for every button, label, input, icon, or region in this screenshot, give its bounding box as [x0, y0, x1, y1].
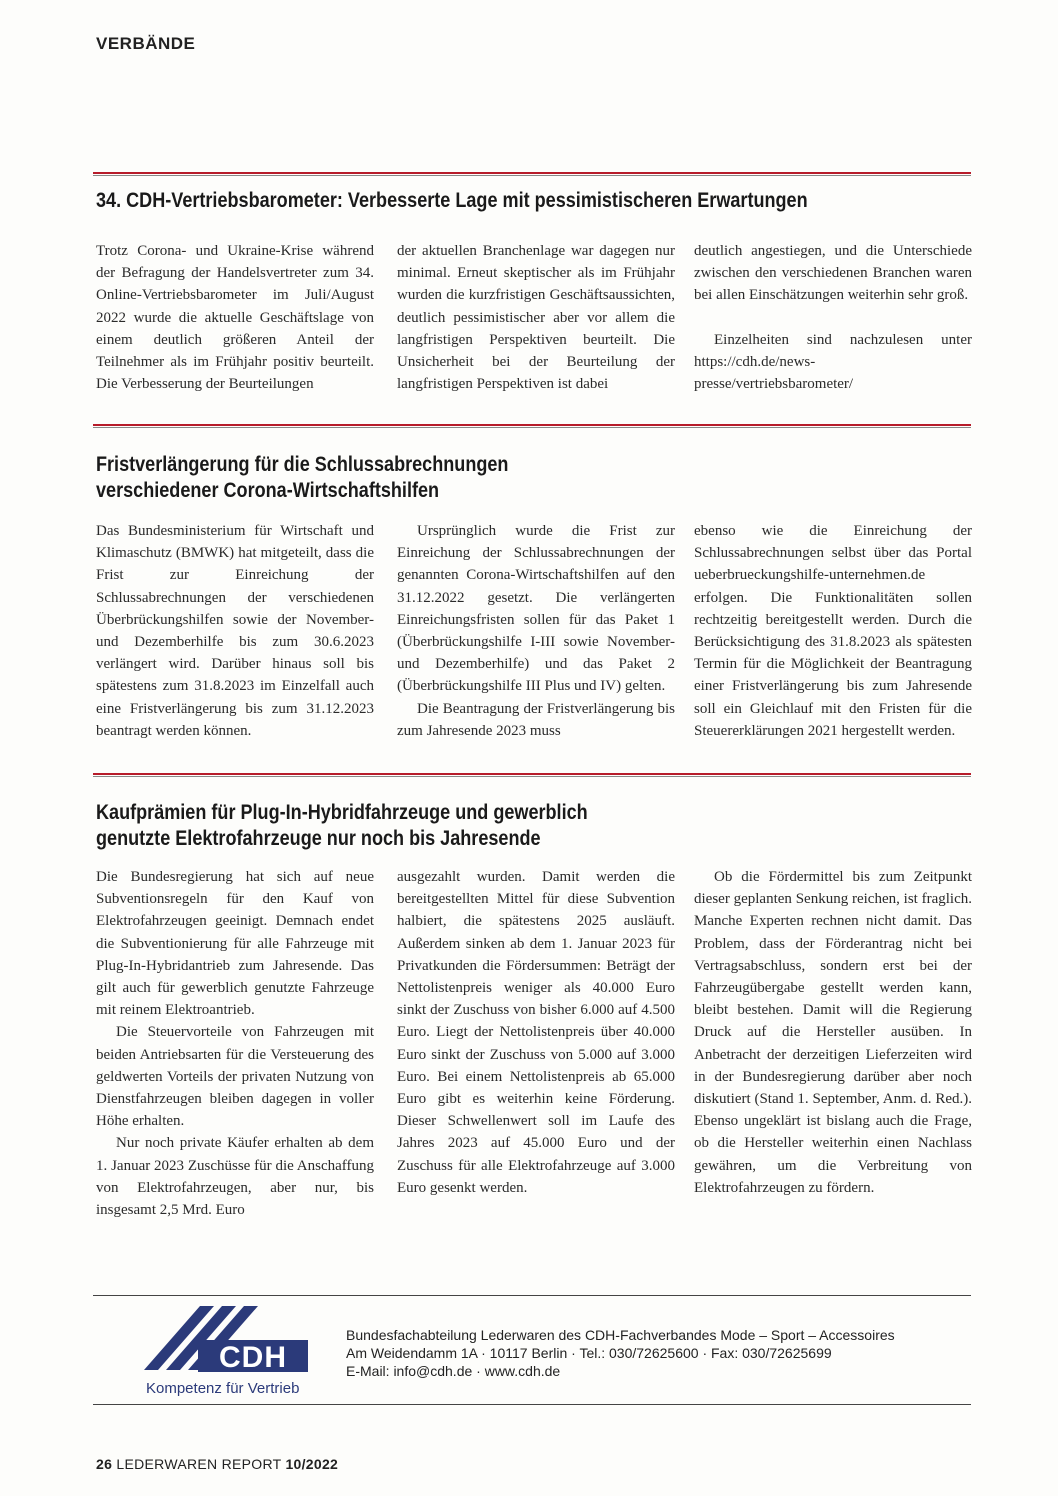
article-divider [93, 424, 971, 426]
article-headline: 34. CDH-Vertriebsbarometer: Verbesserte Lage mit pessimistischeren Erwartungen [96, 189, 808, 212]
contact-address [346, 1326, 986, 1380]
paragraph: Trotz Corona- und Ukraine-Krise während der Befragung der Handelsvertreter zum 34. Online-Vertriebsbarometer im Juli/August 2022 wurde die aktuelle Geschäftslage von einem deutlich größeren Anteil der Teilnehmer als im Frühjahr positiv beurteilt. Die Verbesserung der Beurteilungen [96, 243, 374, 393]
paragraph: Die Steuervorteile von Fahrzeugen mit beiden Antriebsarten für die Versteuerung des geldwerten Vorteils der privaten Nutzung von Dienstfahrzeugen bleiben dagegen in voller Höhe erhalten. [96, 1024, 374, 1130]
headline-line: Fristverlängerung für die Schlussabrechnungen [96, 453, 509, 476]
logo-tagline: Kompetenz für Vertrieb [146, 1380, 300, 1397]
article-column [694, 240, 972, 395]
issue-number: 10/2022 [285, 1456, 339, 1472]
article-column [397, 240, 675, 395]
article-column [397, 520, 675, 742]
footer-rule-top [93, 1295, 971, 1296]
footer-rule-bottom [93, 1404, 971, 1405]
paragraph: Das Bundesministerium für Wirtschaft und Klimaschutz (BMWK) hat mitgeteilt, dass die Frist zur Einreichung der Schlussabrechnungen der verschiedenen Überbrückungshilfen sowie der November- und Dezemberhilfe bis zum 30.6.2023 verlängert wird. Darüber hinaus soll bis spätestens zum 31.8.2023 im Einzelfall auch eine Fristverlängerung bis zum 31.12.2023 beantragt werden können. [96, 523, 374, 739]
headline-line: Kaufprämien für Plug-In-Hybridfahrzeuge und gewerblich [96, 801, 588, 824]
paragraph: Ob die Fördermittel bis zum Zeitpunkt dieser geplanten Senkung reichen, ist fraglich. Manche Experten rechnen nicht damit. Das Problem, dass der Förderantrag nicht bei Vertragsabschluss, sondern erst bei der Fahrzeugübergabe gestellt werden kann, bleibt bestehen. Damit will die Regierung Druck auf die Hersteller ausüben. In Anbetracht der derzeitigen Lieferzeiten wird in der Bundesregierung darüber aber noch diskutiert (Stand 1. September, Anm. d. Red.). Ebenso ungeklärt ist bislang auch die Frage, ob die Hersteller weiterhin einen Nachlass gewähren, um die Verbreitung von Elektrofahrzeugen zu fördern. [694, 869, 972, 1196]
page-folio [96, 1456, 338, 1472]
page-number: 26 [96, 1456, 113, 1472]
article-column [96, 866, 374, 1221]
paragraph: Nur noch private Käufer erhalten ab dem 1. Januar 2023 Zuschüsse für die Anschaffung von Elektrofahrzeugen, aber nur, bis insgesamt 2,5 Mrd. Euro [96, 1135, 374, 1219]
address-line: Bundesfachabteilung Lederwaren des CDH-Fachverbandes Mode – Sport – Accessoires [346, 1327, 895, 1343]
article-divider [93, 172, 971, 174]
paragraph: ebenso wie die Einreichung der Schlussabrechnungen selbst über das Portal ueberbrueckungshilfe-unternehmen.de erfolgen. Die Funktionalitäten sollen rechtzeitig bereitgestellt werden. Durch die Berücksichtigung des 31.8.2023 als spätesten Termin für die Möglichkeit der Beantragung einer Fristverlängerung bis zum Jahresende soll ein Gleichlauf mit den Fristen für die Steuererklärungen 2021 hergestellt werden. [694, 523, 972, 739]
cdh-logo [140, 1300, 320, 1382]
address-line: Am Weidendamm 1A · 10117 Berlin · Tel.: 030/72625600 · Fax: 030/72625699 [346, 1345, 832, 1361]
article-column [397, 866, 675, 1199]
section-label: VERBÄNDE [96, 34, 196, 53]
logo-text: CDH [219, 1341, 287, 1374]
magazine-name: LEDERWAREN REPORT [116, 1456, 282, 1472]
headline-line: genutzte Elektrofahrzeuge nur noch bis Jahresende [96, 827, 541, 850]
paragraph: Ursprünglich wurde die Frist zur Einreichung der Schlussabrechnungen der genannten Corona-Wirtschaftshilfen auf den 31.12.2022 gesetzt. Die verlängerten Einreichungsfristen sollen für das Paket 1 (Überbrückungshilfe I-III sowie November- und Dezemberhilfe) und das Paket 2 (Überbrückungshilfe III Plus und IV) gelten. [397, 523, 675, 695]
article-column [96, 240, 374, 395]
paragraph: Einzelheiten sind nachzulesen unter https://cdh.de/news-presse/vertriebsbarometer/ [694, 331, 972, 393]
paragraph: ausgezahlt wurden. Damit werden die bereitgestellten Mittel für diese Subvention halbiert, die spätestens 2025 ausläuft. Außerdem sinken ab dem 1. Januar 2023 für Privatkunden die Fördersummen: Beträgt der Nettolistenpreis weniger als 40.000 Euro sinkt der Zuschuss von bisher 6.000 auf 4.500 Euro. Liegt der Nettolistenpreis über 40.000 Euro sinkt der Zuschuss von 5.000 auf 3.000 Euro. Bei einem Nettolistenpreis ab 65.000 Euro gibt es weiterhin keine Förderung. Dieser Schwellenwert soll im Laufe des Jahres 2023 auf 45.000 Euro und der Zuschuss für alle Elektrofahrzeuge auf 3.000 Euro gesenkt werden. [397, 869, 675, 1196]
headline-line: verschiedener Corona-Wirtschaftshilfen [96, 479, 440, 502]
paragraph: deutlich angestiegen, und die Unterschiede zwischen den verschiedenen Branchen waren bei allen Einschätzungen weiterhin sehr groß. [694, 243, 972, 304]
article-headline [96, 800, 973, 852]
paragraph: Die Bundesregierung hat sich auf neue Subventionsregeln für den Kauf von Elektrofahrzeugen geeinigt. Demnach endet die Subventionierung für alle Fahrzeuge mit Plug-In-Hybridantrieb zum Jahresende. Das gilt auch für gewerblich genutzte Fahrzeuge mit reinem Elektroantrieb. [96, 869, 374, 1019]
address-line: E-Mail: info@cdh.de · www.cdh.de [346, 1363, 561, 1379]
paragraph: Die Beantragung der Fristverlängerung bis zum Jahresende 2023 muss [397, 700, 675, 739]
article-column [96, 520, 374, 742]
article-divider [93, 773, 971, 775]
article-headline [96, 452, 973, 504]
article-column [694, 866, 972, 1199]
paragraph: der aktuellen Branchenlage war dagegen nur minimal. Erneut skeptischer als im Frühjahr wurden die kurzfristigen Geschäftsaussichten, deutlich pessimistischer aber vor allem die langfristigen Perspektiven beurteilt. Die Unsicherheit bei der Beurteilung der langfristigen Perspektiven ist dabei [397, 243, 675, 393]
article-column [694, 520, 972, 742]
